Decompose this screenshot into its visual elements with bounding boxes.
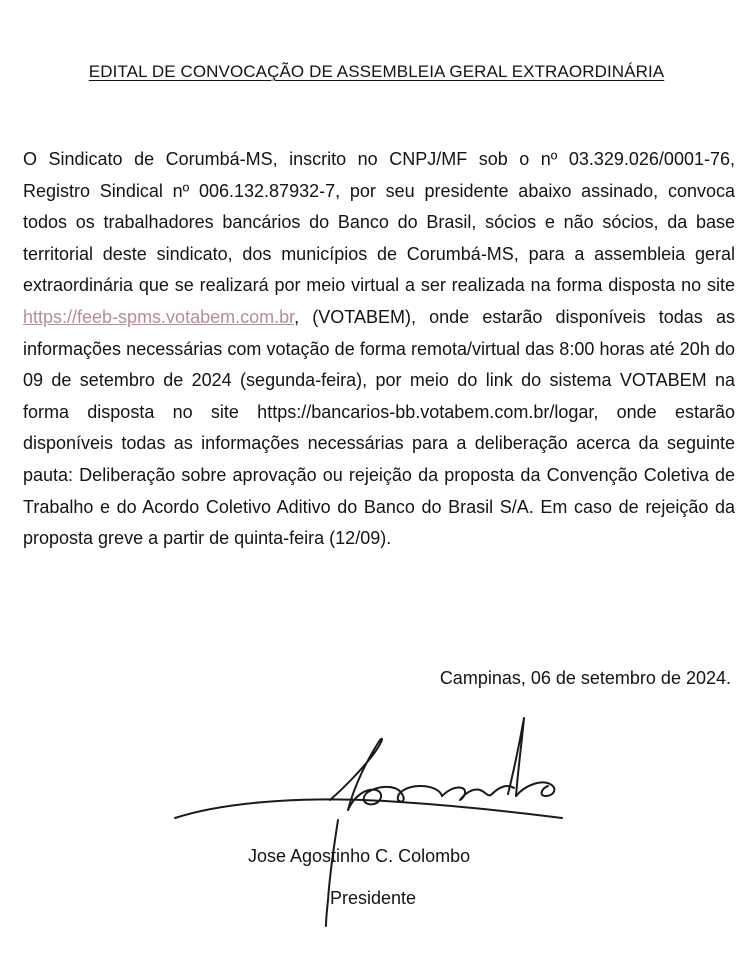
signer-name: Jose Agostinho C. Colombo: [248, 846, 471, 866]
body-text-before-link: O Sindicato de Corumbá-MS, inscrito no CNPJ/MF sob o nº 03.329.026/0001-76, Registro Sindical nº 006.132.87932-7, por seu presidente abaixo assinado, convoca todos os trabalhadores bancários do Banco do Brasil, sócios e não sócios, da base territorial deste sindicato, dos municípios de Corumbá-MS, para a assembleia geral extraordinária que se realizará por meio virtual a ser realizada na forma disposta no site: [23, 149, 735, 296]
body-text-after-link: , (VOTABEM), onde estarão disponíveis todas as informações necessárias com votação de forma remota/virtual das 8:00 horas até 20h do 09 de setembro de 2024 (segunda-feira), por meio do link do sistema VOTABEM na forma disposta no site https://bancarios-bb.votabem.com.br/logar, onde estarão disponíveis todas as informações necessárias para a deliberação acerca da seguinte pauta: Deliberação sobre aprovação ou rejeição da proposta da Convenção Coletiva de Trabalho e do Acordo Coletivo Aditivo do Banco do Brasil S/A. Em caso de rejeição da proposta greve a partir de quinta-feira (12/09).: [23, 306, 735, 549]
document-title: EDITAL DE CONVOCAÇÃO DE ASSEMBLEIA GERAL EXTRAORDINÁRIA: [88, 62, 665, 81]
votabem-link[interactable]: https://feeb-spms.votabem.com.br: [23, 306, 295, 327]
body-paragraph: [23, 144, 735, 555]
signer-role: Presidente: [330, 888, 417, 908]
place-date: Campinas, 06 de setembro de 2024.: [439, 668, 731, 688]
